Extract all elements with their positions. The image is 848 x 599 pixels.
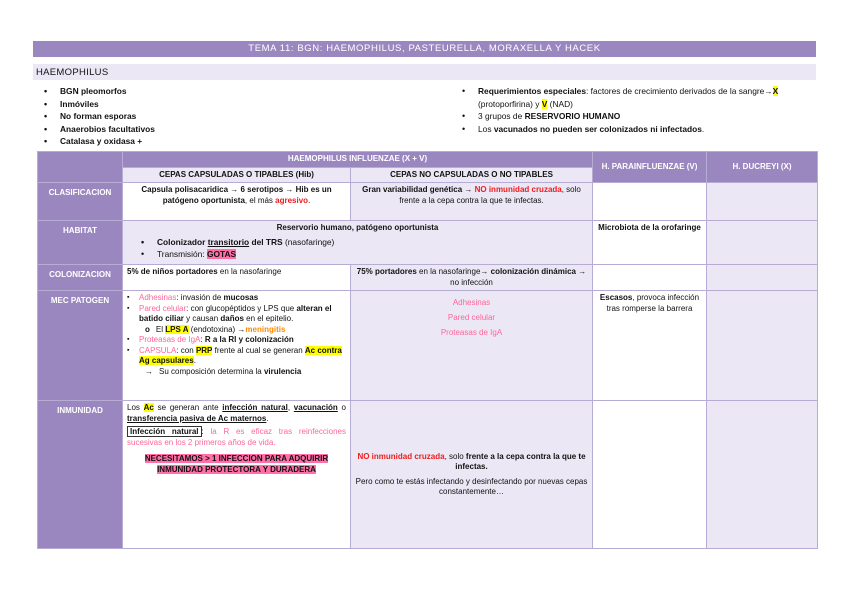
cell-text: virulencia — [263, 366, 302, 376]
cell-text: . — [193, 356, 196, 365]
cell-text: . — [266, 413, 269, 423]
cell-clasif-caps — [123, 183, 351, 221]
list-item — [458, 123, 820, 136]
cell-text: NO inmunidad cruzada — [357, 451, 445, 461]
cell-text: (nasofaringe) — [282, 236, 335, 247]
cell-text: o — [337, 403, 347, 412]
req-bold: RESERVORIO HUMANO — [524, 111, 621, 121]
table-row — [38, 291, 818, 401]
list-item: • Anaerobios facultativos — [40, 123, 155, 136]
cell-text: daños — [220, 314, 244, 323]
cell-text: El — [155, 324, 166, 334]
list-item: • No forman esporas — [40, 110, 155, 123]
cell-text: Colonizador — [157, 236, 208, 247]
cell-text: vacunación — [293, 403, 338, 412]
list-item — [127, 346, 346, 367]
cell-text: Adhesinas — [139, 293, 177, 302]
cell-text: patógeno oportunista — [162, 195, 245, 205]
cell-clasif-nocaps — [351, 183, 593, 221]
mec-list — [127, 293, 346, 325]
corner-cell — [38, 152, 123, 183]
cell-empty — [707, 401, 818, 549]
features-list — [40, 85, 155, 148]
inm-highlight — [127, 454, 346, 475]
cell-empty — [707, 221, 818, 265]
cell-text: LPS A — [165, 324, 189, 334]
inm-paragraph — [127, 427, 346, 448]
req-text: 3 grupos de — [478, 111, 525, 121]
cell-text: , solo frente a la cepa contra la que te infectas. — [399, 185, 581, 205]
cell-text: Transmisión: — [157, 249, 207, 259]
cell-text: y causan — [183, 314, 221, 323]
cell-text: frente al cual se generan — [212, 345, 305, 355]
list-item — [127, 304, 346, 325]
cell-text: la R es eficaz tras reinfecciones sucesivas en los 2 primeros años de vida. — [127, 427, 347, 447]
subheader-non-capsulated: CEPAS NO CAPSULADAS O NO TIPABLES — [351, 167, 593, 183]
cell-text: Proteasas de IgA — [139, 335, 201, 344]
cell-text: Escasos — [599, 293, 633, 302]
row-label-clasificacion: CLASIFICACION — [38, 183, 123, 221]
inm-paragraph — [355, 452, 588, 473]
cell-text: en la nasofaringe→ — [416, 267, 491, 276]
cell-text: transitorio — [207, 236, 250, 247]
cell-text: meningitis — [245, 324, 286, 334]
cell-empty — [707, 291, 818, 401]
cell-empty — [593, 183, 707, 221]
req-text: Los — [478, 123, 494, 134]
cell-habitat — [123, 221, 593, 265]
list-item — [137, 248, 588, 261]
list-item — [458, 110, 820, 123]
cell-text: , provoca infección tras romperse la barrera — [606, 293, 700, 313]
cell-habitat-para: Microbiota de la orofaringe — [593, 221, 707, 265]
row-label-inmunidad: INMUNIDAD — [38, 401, 123, 549]
cell-text: se generan ante — [153, 403, 223, 412]
cell-text: 75% portadores — [356, 267, 417, 276]
cell-text: Su composición determina la — [159, 366, 264, 376]
cell-text: Adhesinas — [452, 298, 491, 307]
cell-text: : con — [176, 345, 196, 355]
cell-text: Los — [127, 403, 144, 412]
cell-empty — [707, 265, 818, 291]
cell-text: GOTAS — [206, 249, 237, 259]
requirements-list — [458, 85, 820, 135]
list-item: • BGN pleomorfos — [40, 85, 155, 98]
inm-paragraph — [127, 403, 346, 424]
mec-list — [127, 335, 346, 367]
cell-text: . — [308, 195, 311, 205]
cell-empty — [707, 183, 818, 221]
cell-text: Pared celular — [447, 313, 496, 322]
cell-text: , el más — [244, 195, 276, 205]
cell-text: transferencia pasiva de Ac maternos — [127, 413, 267, 423]
req-label: Requerimientos especiales — [478, 86, 586, 96]
cell-colon-caps — [123, 265, 351, 291]
row-label-habitat: HABITAT — [38, 221, 123, 265]
cell-text: R a la RI y colonización — [204, 335, 294, 344]
inm-paragraph: Pero como te estás infectando y desinfectando por nuevas cepas constantemente… — [355, 476, 588, 496]
cell-text: del TRS — [249, 236, 283, 247]
cell-text: : — [201, 427, 211, 436]
list-item — [127, 293, 346, 304]
haemophilus-table — [37, 151, 818, 549]
list-item — [458, 85, 820, 110]
req-text: : factores de crecimiento derivados de la sangre→ — [586, 86, 773, 96]
cell-text: Infección natural — [127, 426, 202, 437]
cell-text: agresivo — [275, 195, 309, 205]
factor-x: X — [772, 86, 779, 96]
cell-text: (endotoxina) → — [188, 324, 246, 334]
header-h-influenzae: HAEMOPHILUS INFLUENZAE (X + V) — [123, 152, 593, 168]
header-h-parainfluenzae: H. PARAINFLUENZAE (V) — [593, 152, 707, 183]
cell-text: 5% de niños portadores — [127, 267, 218, 276]
cell-text: Ac contra Ag capsulares — [139, 345, 342, 365]
cell-inm-nocaps — [351, 401, 593, 549]
factor-v: V — [541, 98, 548, 109]
cell-colon-nocaps — [351, 265, 593, 291]
req-text: . — [701, 123, 705, 134]
cell-text: , solo — [444, 451, 466, 461]
table-row — [38, 221, 818, 265]
cell-text: frente a la cepa contra la que te infectas. — [455, 451, 586, 471]
subheader-capsulated: CEPAS CAPSULADAS O TIPABLES (Hib) — [123, 167, 351, 183]
cell-text: en el epitelio. — [243, 314, 294, 323]
header-h-ducreyi: H. DUCREYI (X) — [707, 152, 818, 183]
habitat-title: Reservorio humano, patógeno oportunista — [276, 223, 439, 232]
table-row — [38, 265, 818, 291]
cell-mec-nocaps — [351, 291, 593, 401]
req-text: (protoporfirina) y — [478, 98, 542, 109]
cell-text: Ac — [143, 403, 154, 412]
cell-text: Capsula polisacaridica → 6 serotipos → Hib es un — [141, 185, 332, 194]
cell-text: colonización dinámica — [490, 267, 576, 276]
cell-text: NO inmunidad cruzada — [474, 185, 562, 194]
list-item: • Inmóviles — [40, 98, 155, 111]
sub-item — [127, 367, 346, 378]
cell-text: : invasión de — [176, 293, 224, 302]
cell-text: : con glucopéptidos y LPS que — [186, 303, 297, 313]
cell-text: CAPSULA — [139, 345, 177, 355]
cell-text: en la nasofaringe — [217, 267, 282, 276]
cell-mec-caps — [123, 291, 351, 401]
cell-text: NECESITAMOS > 1 INFECCION PARA ADQUIRIR INMUNIDAD PROTECTORA Y DURADERA — [144, 454, 329, 474]
list-item — [137, 236, 588, 249]
cell-mec-para — [593, 291, 707, 401]
row-label-mec-patogen: MEC PATOGEN — [38, 291, 123, 401]
cell-empty — [593, 401, 707, 549]
cell-text: Pared celular — [139, 303, 187, 313]
cell-text: : — [200, 335, 205, 344]
sub-item — [127, 325, 346, 336]
cell-empty — [593, 265, 707, 291]
cell-text: Proteasas de IgA — [440, 328, 503, 337]
table-row — [38, 183, 818, 221]
document-title: TEMA 11: BGN: HAEMOPHILUS, PASTEURELLA, MORAXELLA Y HACEK — [33, 41, 816, 57]
cell-text: , — [287, 403, 294, 412]
cell-text: PRP — [195, 345, 213, 355]
list-item — [127, 335, 346, 346]
row-label-colonizacion: COLONIZACION — [38, 265, 123, 291]
habitat-list — [137, 236, 588, 261]
cell-text: Gran variabilidad genética → — [362, 185, 475, 194]
cell-text: infección natural — [222, 403, 288, 412]
list-item: • Catalasa y oxidasa + — [40, 135, 155, 148]
cell-inm-caps — [123, 401, 351, 549]
req-bold: no pueden ser colonizados ni infectados — [539, 123, 702, 134]
section-heading: HAEMOPHILUS — [33, 64, 816, 80]
req-text: (NAD) — [547, 98, 573, 109]
table-row — [38, 401, 818, 549]
cell-text: alteran el batido ciliar — [139, 303, 332, 323]
req-bold: vacunados — [493, 123, 538, 134]
cell-text: mucosas — [223, 293, 259, 302]
cell-text: → no infección — [450, 267, 587, 287]
